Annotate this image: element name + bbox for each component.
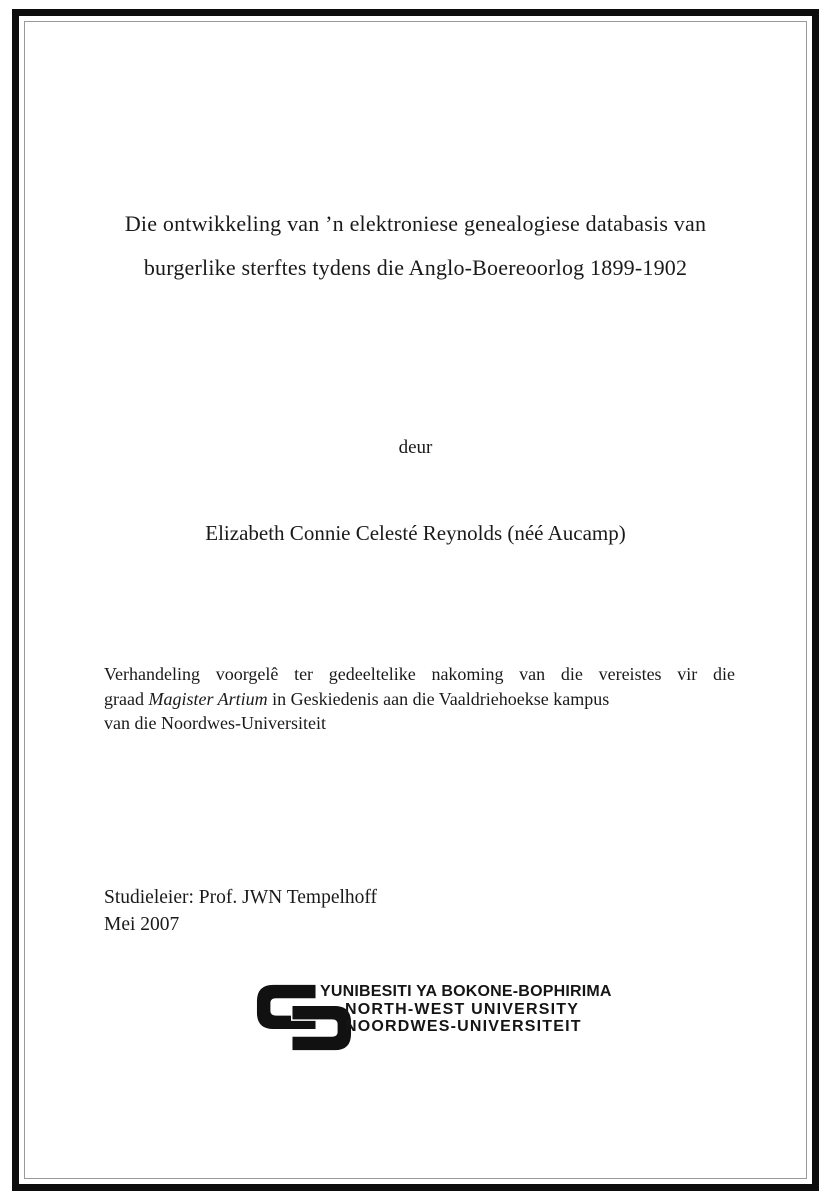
logo-text-afrikaans: NOORDWES-UNIVERSITEIT [345,1018,582,1035]
degree-statement [104,662,735,736]
degree-statement-line3: van die Noordwes-Universiteit [104,713,326,733]
logo-text-english: NORTH-WEST UNIVERSITY [345,1000,580,1018]
thesis-title-line1: Die ontwikkeling van ’n elektroniese genealogiese databasis van [124,211,707,236]
degree-name-italic: Magister Artium [148,688,268,709]
degree-statement-line2 [104,687,735,712]
thesis-title-line2: burgerlike sterftes tydens die Anglo-Boereoorlog 1899-1902 [143,255,688,280]
byline-deur: deur [398,437,433,458]
supervisor-block [104,884,377,938]
date-line: Mei 2007 [104,914,180,935]
logo-text-setswana: YUNIBESITI YA BOKONE-BOPHIRIMA [320,983,612,1000]
author-name: Elizabeth Connie Celesté Reynolds (néé Aucamp) [205,521,626,545]
university-logo-text [320,983,612,1036]
degree-statement-line1: Verhandeling voorgelê ter gedeeltelike nakoming van die vereistes vir die [104,664,735,684]
thesis-title [60,202,771,290]
university-logo [256,978,676,1058]
degree-statement-line2-prefix: graad [104,688,144,709]
supervisor-line: Studieleier: Prof. JWN Tempelhoff [104,887,378,908]
degree-statement-line2-suffix: in Geskiedenis aan die Vaaldriehoekse kampus [272,688,610,709]
